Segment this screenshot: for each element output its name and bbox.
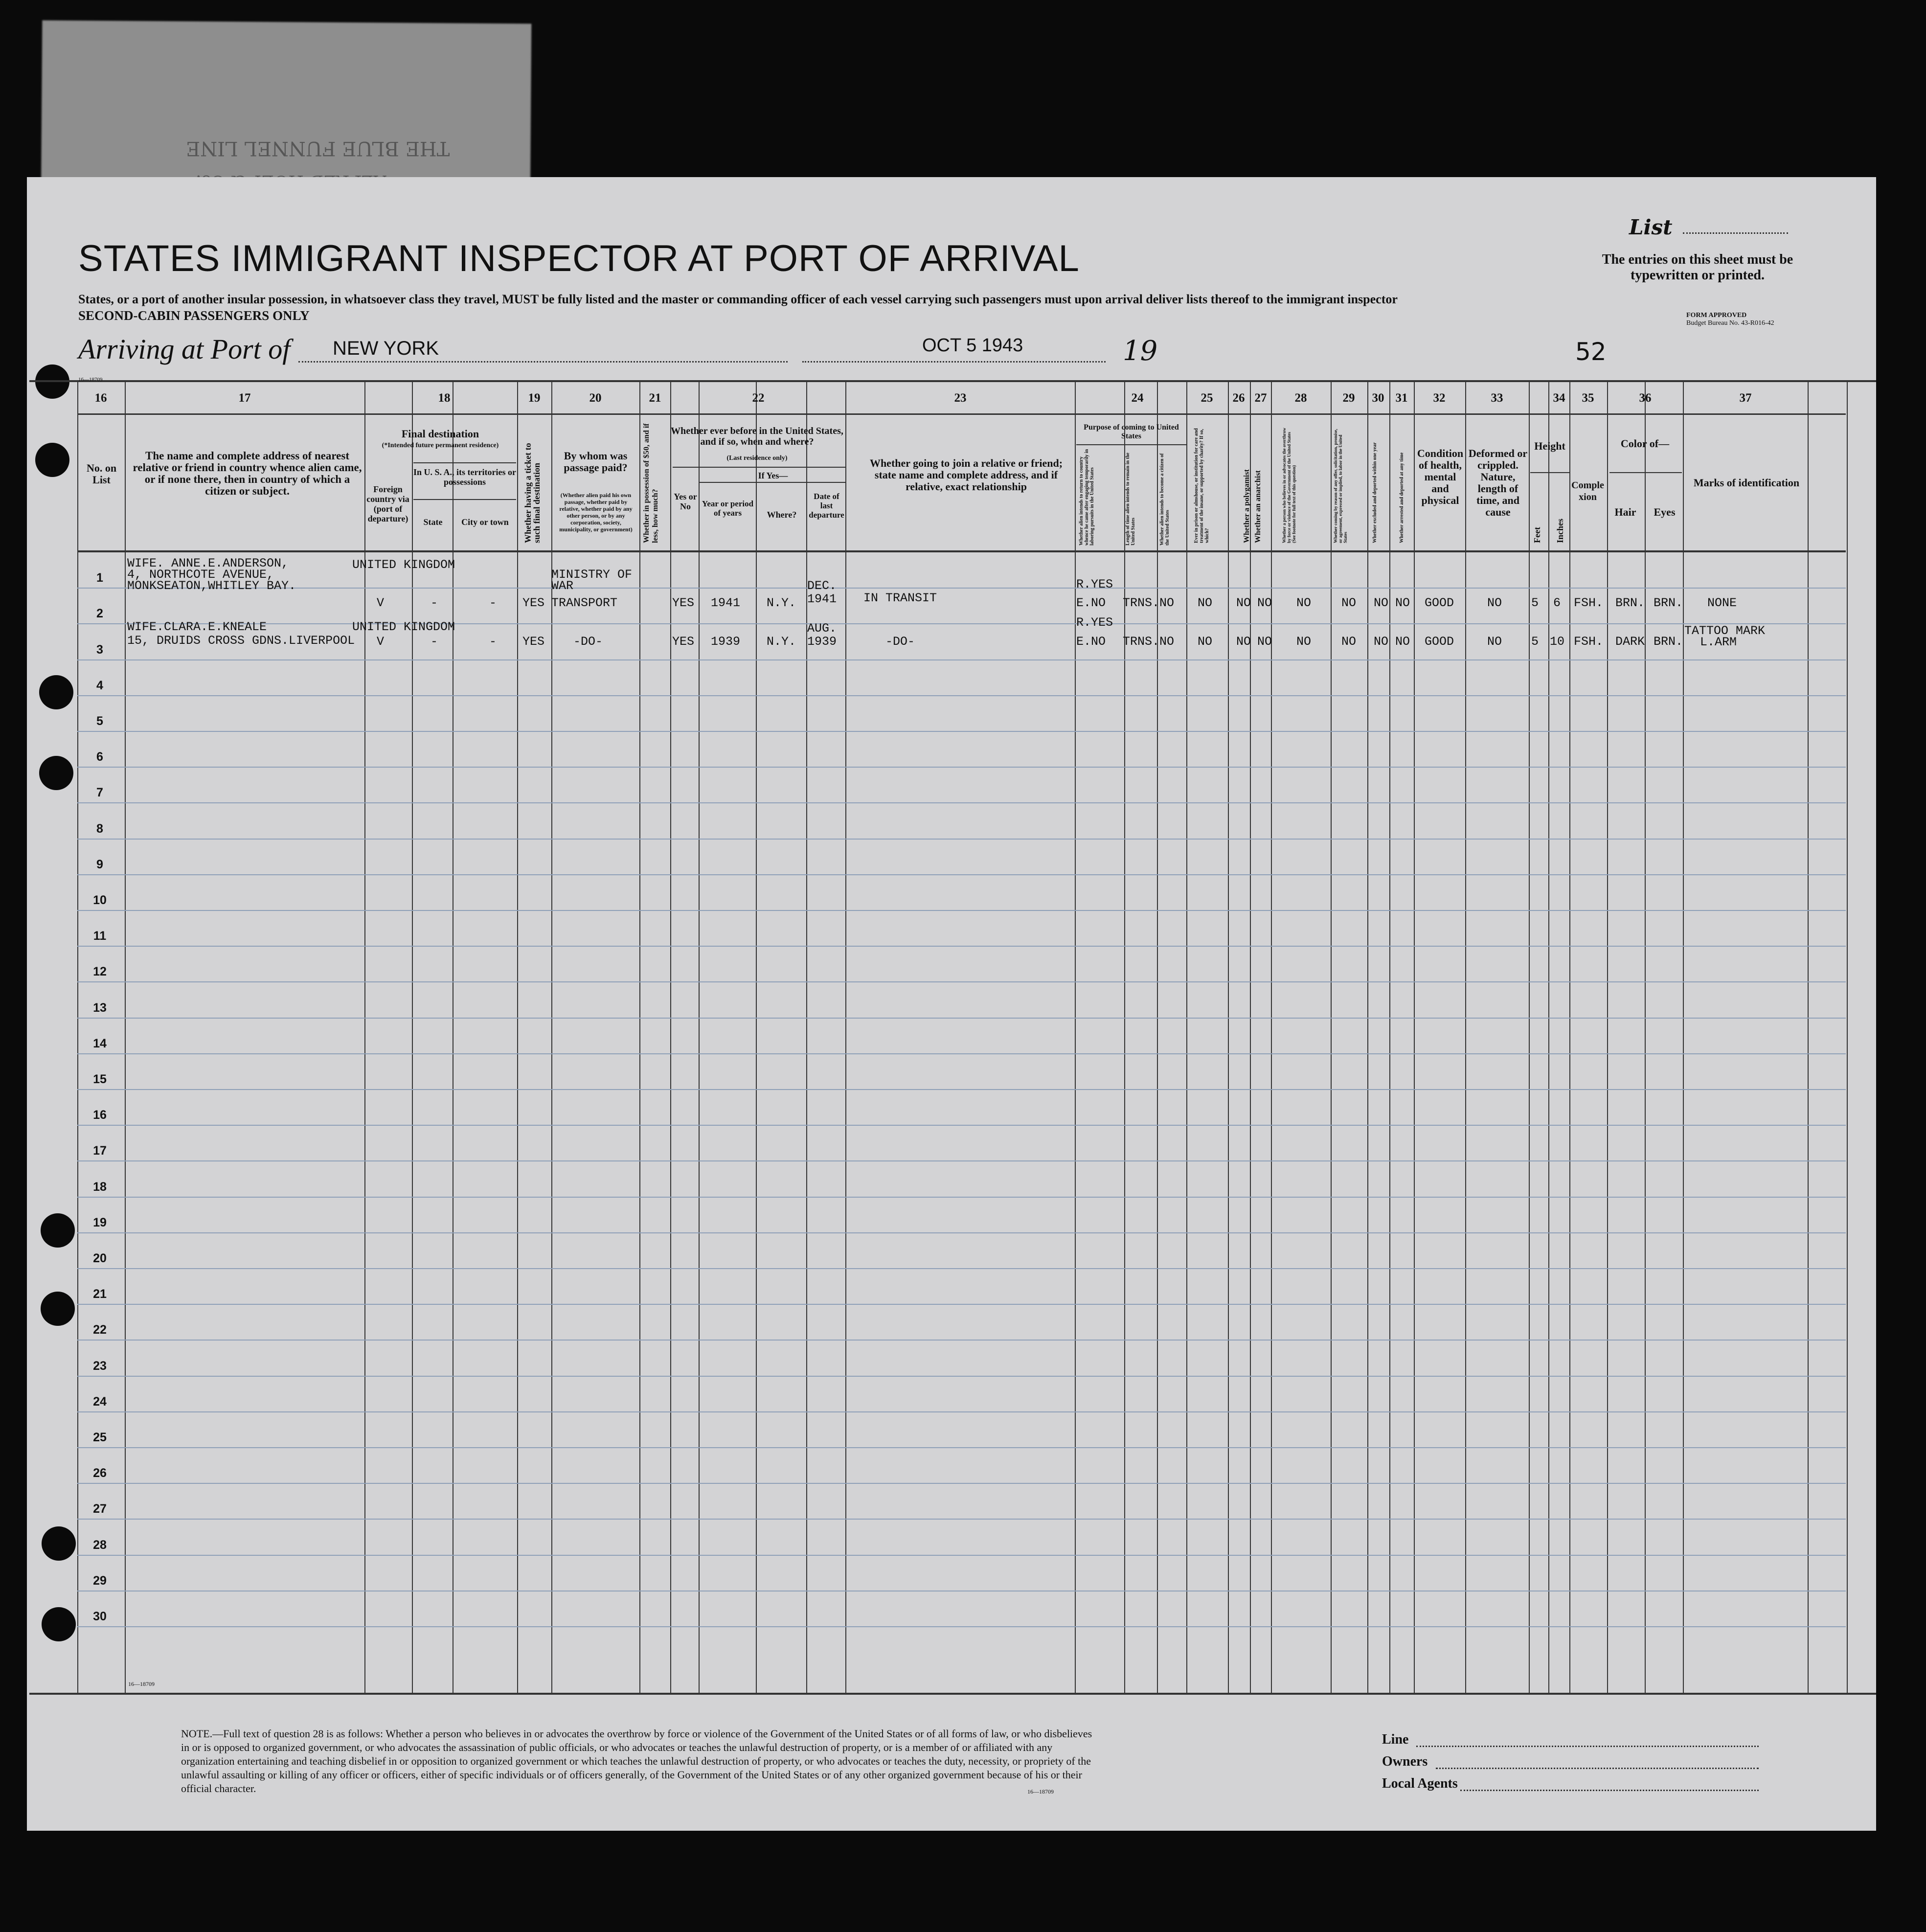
row2-c28: NO [1296,635,1312,649]
column-divider [806,382,807,1693]
header-col25: Ever in prison or almshouse, or institution for care and treatment of the insane, or supported by charity? If so, which? [1194,428,1210,543]
header-no-on-list: No. on List [86,462,117,486]
header-col17: The name and complete address of nearest relative or friend in country whence alien came, or if none there, then in country of which a citizen or subject. [133,450,362,497]
column-number: 27 [1254,391,1267,405]
header-col34-inches: Inches [1555,518,1565,543]
row2-length: TRNS. [1123,635,1160,649]
column-divider [1645,382,1646,1693]
row1-ticket: YES [522,596,545,610]
column-number: 23 [954,391,967,405]
row2-marks-line2: L.ARM [1700,635,1737,649]
row-number: 13 [93,1000,107,1015]
header-col22-date: Date of last departure [809,492,844,520]
row-number: 21 [93,1287,107,1301]
row2-marks-line1: TATTOO MARK [1684,624,1766,638]
header-col22-where: Where? [767,510,797,520]
row-line [77,1411,1846,1412]
column-number: 25 [1201,391,1213,405]
row2-c27: NO [1257,635,1272,649]
row1-purpose-b: E.NO [1076,596,1106,610]
row2-c29: NO [1341,635,1357,649]
row-line [77,767,1846,768]
column-number: 34 [1553,391,1565,405]
column-number: 31 [1395,391,1408,405]
port-line [298,361,788,363]
column-divider [1075,382,1076,1693]
row2-citizen: NO [1159,635,1175,649]
row-number: 4 [96,678,103,692]
column-divider [1271,382,1272,1693]
column-divider [1367,382,1368,1693]
column-number: 37 [1739,391,1752,405]
column-divider [699,382,700,1693]
typewritten-note: The entries on this sheet must be typewritten or printed. [1602,252,1793,283]
row-number: 27 [93,1502,107,1516]
column-divider [412,382,413,1693]
column-number: 29 [1342,391,1355,405]
row1-departure-line2: 1941 [807,592,837,606]
column-number: 22 [752,391,765,405]
row-number: 9 [96,857,103,871]
row1-c26: NO [1236,596,1251,610]
manifest-sheet [27,177,1876,1831]
column-number: 16 [94,391,107,405]
row2-ticket: YES [522,635,545,649]
row1-country: UNITED KINGDOM [352,558,455,572]
column-divider [1808,382,1809,1693]
row1-paid-line2: WAR [551,579,574,593]
row-number: 6 [96,750,103,764]
header-col24-b: Length of time alien intends to remain in the United States [1125,453,1136,546]
row-line [77,981,1846,982]
page-title: STATES IMMIGRANT INSPECTOR AT PORT OF ARRIVAL [78,238,1080,279]
row2-c31: NO [1395,635,1410,649]
row-number: 7 [96,786,103,800]
column-number: 32 [1433,391,1446,405]
binder-hole [41,1213,75,1248]
row1-deformed: NO [1487,596,1502,610]
row-line [77,910,1846,911]
header-col22-ifyes: If Yes— [758,471,788,480]
row2-via: V [377,635,385,649]
row2-c25: NO [1198,635,1213,649]
row2-complexion: FSH. [1574,635,1604,649]
header-col18-state: State [423,517,443,527]
column-number: 20 [589,391,602,405]
row2-c30: NO [1374,635,1389,649]
row-number: 15 [93,1072,107,1086]
column-number: 17 [238,391,251,405]
column-divider [1157,382,1158,1693]
port-value: NEW YORK [333,338,439,359]
column-number: 24 [1131,391,1144,405]
binder-hole [41,1292,75,1326]
row1-feet: 5 [1531,596,1539,610]
column-divider [1569,382,1570,1693]
row1-year: 1941 [711,596,741,610]
row1-paid-line1: MINISTRY OF [551,568,633,582]
row-number: 11 [93,929,107,943]
row-line [77,588,1846,589]
row-number: 5 [96,714,103,728]
row2-year: 1939 [711,635,741,649]
row-number: 20 [93,1251,107,1265]
row2-hair: DARK [1615,635,1645,649]
binder-hole [39,675,73,709]
row-number: 30 [93,1610,107,1623]
column-divider [1607,382,1608,1693]
row2-state: - [431,635,438,649]
header-col35: Complexion [1571,480,1604,502]
year-prefix: 19 [1123,335,1158,367]
row1-departure-line1: DEC. [807,579,837,593]
header-col18-title: Final destination [401,428,479,440]
row2-departure-line1: AUG. [807,621,837,636]
row2-paid-line1: -DO- [573,635,603,649]
row1-via: V [377,596,385,610]
row1-purpose-a: R.YES [1076,577,1113,591]
row-line [77,731,1846,732]
row-line [77,1053,1846,1054]
header-col24-a: Whether alien intends to return to country whence he came after engaging temporarily in laboring pursuits in the United States [1079,449,1095,546]
subtitle-instructions: States, or a port of another insular possession, in whatsoever class they travel, MUST be fully listed and the master or commanding officer of each vessel carrying such passengers must upon arrival deliver lists thereof to the immigrant inspector [78,292,1398,306]
header-col24-title: Purpose of coming to United States [1084,423,1179,440]
header-col37: Marks of identification [1693,477,1800,489]
column-divider [1683,382,1684,1693]
row-line [77,1519,1846,1520]
header-col18-city: City or town [461,517,509,527]
row1-c28: NO [1296,596,1312,610]
header-col18-foreign: Foreign country via (port of departure) [366,484,409,523]
row1-c30: NO [1374,596,1389,610]
row-line [77,623,1846,624]
column-divider [1389,382,1390,1693]
row-line [77,874,1846,875]
row2-c26: NO [1236,635,1251,649]
table-top-border [29,380,1876,382]
row2-departure-line2: 1939 [807,635,837,649]
row1-health: GOOD [1425,596,1454,610]
row-number: 17 [93,1144,107,1158]
row-number: 26 [93,1466,107,1480]
date-value: OCT 5 1943 [922,335,1023,356]
row1-relative-line3: MONKSEATON,WHITLEY BAY. [127,579,296,593]
column-divider [364,382,365,1693]
row-line [77,1555,1846,1556]
header-col20-title: By whom was passage paid? [564,450,628,474]
column-divider [1465,382,1466,1693]
row-number: 14 [93,1036,107,1050]
column-divider [1548,382,1549,1693]
header-col20-sub: (Whether alien paid his own passage, whether paid by relative, whether paid by any other person, or by any corporation, society, municipality, or government) [559,492,633,533]
row-number: 2 [96,607,103,621]
header-col22-year: Year or period of years [702,499,754,518]
list-label: List [1629,215,1673,239]
binder-hole [35,443,69,477]
row1-relative-line1: WIFE. ANNE.E.ANDERSON, [127,556,289,570]
row2-deformed: NO [1487,635,1502,649]
date-line [802,361,1106,363]
column-divider [845,382,846,1693]
footnote-question-28: NOTE.—Full text of question 28 is as follows: Whether a person who believes in or advocates the overthrow by force or violence of the Government of the United States or of all forms of law, or who disbelieves in or is opposed to organized government, or who advocates the assassination of public officials, or who advocates or teaches the unlawful destruction of property, or is a member of or affiliated with any organization entertaining and teaching disbelief in or opposition to organized government or which teaches the unlawful destruction of property, or who advocates or teaches the duty, necessity, or propriety of the unlawful assaulting or killing of any officer or officers, either of specific individuals or of officers generally, of the Government of the United States or of any other organized government because of his or their official character. [181,1727,1092,1795]
row1-c27: NO [1257,596,1272,610]
column-number: 35 [1582,391,1594,405]
row-number: 24 [93,1394,107,1409]
row-number: 16 [93,1108,107,1122]
header-col32: Condition of health, mental and physical [1417,447,1464,506]
column-divider [1228,382,1229,1693]
row-line [77,659,1846,660]
footer-owners-label: Owners [1382,1754,1428,1769]
row-line [77,1483,1846,1484]
column-divider [1529,382,1530,1693]
row1-where: N.Y. [767,596,796,610]
column-number: 36 [1639,391,1652,405]
row2-join: -DO- [885,635,915,649]
form-approved: FORM APPROVED [1686,312,1747,319]
header-col19: Whether having a ticket to such final destination [523,443,542,543]
column-number: 28 [1294,391,1307,405]
header-bottom-border [77,550,1846,552]
col22-divider-2 [699,482,846,483]
row-line [77,1340,1846,1341]
header-col22-title: Whether ever before in the United States, and if so, when and where? [671,426,843,447]
row-number: 3 [96,642,103,657]
column-divider [1414,382,1415,1693]
footer-agents-field [1460,1790,1759,1791]
col18-divider [413,499,516,500]
column-divider [756,382,757,1693]
column-number: 18 [438,391,451,405]
col18-divider-top [413,462,516,463]
row-line [77,1447,1846,1448]
row-line [77,695,1846,696]
header-col33: Deformed or crippled. Nature, length of time, and cause [1468,447,1528,518]
row2-inches: 10 [1550,635,1565,649]
row2-relative-line2: 15, DRUIDS CROSS GDNS.LIVERPOOL [127,634,355,648]
row-line [77,1626,1846,1627]
binder-hole [42,1526,76,1561]
row-line [77,1125,1846,1126]
row2-before: YES [672,635,695,649]
row-number: 22 [93,1323,107,1337]
row-number: 25 [93,1431,107,1444]
row-line [77,1160,1846,1161]
footer-line-field [1416,1746,1759,1747]
column-divider [670,382,671,1693]
header-col21: Whether in possession of $50, and if less, how much? [642,423,659,543]
column-number: 26 [1232,391,1245,405]
row-line [77,1268,1846,1269]
colnum-border [77,413,1846,415]
header-col34-title: Height [1534,440,1565,452]
row-number: 28 [93,1538,107,1552]
row-line [77,1018,1846,1019]
column-divider [1186,382,1187,1693]
row1-before: YES [672,596,695,610]
header-col22-yesno: Yes or No [674,492,697,511]
row2-feet: 5 [1531,635,1539,649]
row-line [77,1197,1846,1198]
row-number: 12 [93,965,107,979]
row-number: 1 [96,571,103,585]
form-number-top-left: 16—18709 [78,377,103,383]
column-divider [517,382,518,1693]
footer-owners-field [1436,1768,1759,1769]
row1-marks-line1: NONE [1707,596,1737,610]
row-line [77,1304,1846,1305]
column-number: 19 [528,391,541,405]
header-col34-feet: Feet [1532,527,1542,543]
column-divider [125,382,126,1693]
row-number: 10 [93,893,107,907]
header-col23: Whether going to join a relative or friend; state name and complete address, and if relative, exact relationship [869,457,1063,493]
row-number: 29 [93,1573,107,1588]
col24-divider [1076,444,1186,445]
header-col22-sub: (Last residence only) [726,455,788,462]
row2-where: N.Y. [767,635,796,649]
footer-form-number: 16—18709 [1027,1788,1054,1795]
row1-c25: NO [1198,596,1213,610]
column-divider [639,382,640,1693]
col36-divider [1609,472,1682,473]
row1-eyes: BRN. [1654,596,1683,610]
row2-eyes: BRN. [1654,635,1683,649]
header-col26: Whether a polygamist [1243,469,1251,543]
row2-city: - [489,635,497,649]
column-divider [1250,382,1251,1693]
row2-purpose-a: R.YES [1076,615,1113,630]
row1-c29: NO [1341,596,1357,610]
stub-line-name: THE BLUE FUNNEL LINE [186,137,450,159]
row1-state: - [431,596,438,610]
row-number: 8 [96,821,103,836]
header-col31: Whether arrested and deported at any time [1399,452,1405,543]
header-col29: Whether coming by reason of any offer, solicitation, promise, or agreement, expressed or implied, to labor in the United States [1333,429,1348,543]
header-col36-title: Color of— [1620,437,1670,450]
subtitle-class: SECOND-CABIN PASSENGERS ONLY [78,308,310,323]
row1-citizen: NO [1159,596,1175,610]
row1-c31: NO [1395,596,1410,610]
row1-length: TRNS. [1123,596,1160,610]
row-line [77,802,1846,803]
column-divider [1847,382,1848,1693]
row-line [77,946,1846,947]
col34-divider [1530,472,1569,473]
row1-paid-line3: TRANSPORT [551,596,618,610]
header-col28: Whether a person who believes in or advocates the overthrow by force or violence of the Government of the United States (See footnote for full text of this question) [1282,428,1296,543]
row2-country: UNITED KINGDOM [352,620,455,634]
footer-agents-label: Local Agents [1382,1776,1458,1791]
column-number: 30 [1372,391,1384,405]
header-col30: Whether excluded and deported within one year [1372,442,1378,543]
row1-hair: BRN. [1615,596,1645,610]
budget-bureau: Budget Bureau No. 43-R016-42 [1686,319,1774,327]
row-number: 23 [93,1359,107,1373]
row1-relative-line2: 4, NORTHCOTE AVENUE, [127,568,274,582]
table-bottom-border [29,1693,1876,1695]
row1-join: IN TRANSIT [863,591,937,605]
row-line [77,1232,1846,1233]
column-divider [1331,382,1332,1693]
header-col36-hair: Hair [1614,506,1636,518]
header-col18-usa: In U. S. A., its territories or possessions [413,467,516,487]
column-number: 33 [1491,391,1503,405]
row2-health: GOOD [1425,635,1454,649]
footer-line-label: Line [1382,1732,1409,1747]
header-col36-eyes: Eyes [1654,506,1676,518]
row-number: 18 [93,1180,107,1194]
header-col18-sub: (*Intended future permanent residence) [382,442,499,449]
row-line [77,839,1846,840]
binder-hole [39,756,73,790]
column-divider [1124,382,1125,1693]
row-number: 19 [93,1215,107,1229]
row1-inches: 6 [1553,596,1561,610]
form-number-bottom-left: 16—18709 [128,1681,155,1687]
row1-complexion: FSH. [1574,596,1604,610]
row2-purpose-b: E.NO [1076,635,1106,649]
arriving-label: Arriving at Port of [78,333,291,365]
row-line [77,1089,1846,1090]
row-line [77,1376,1846,1377]
row1-city: - [489,596,497,610]
page-number: 52 [1575,338,1607,366]
row2-relative-line1: WIFE.CLARA.E.KNEALE [127,620,267,634]
header-col24-c: Whether alien intends to become a citizen of the United States [1159,453,1170,546]
list-line [1683,232,1788,234]
header-col27: Whether an anarchist [1254,470,1262,543]
col22-divider [673,467,846,468]
column-number: 21 [649,391,661,405]
binder-hole [42,1607,76,1641]
